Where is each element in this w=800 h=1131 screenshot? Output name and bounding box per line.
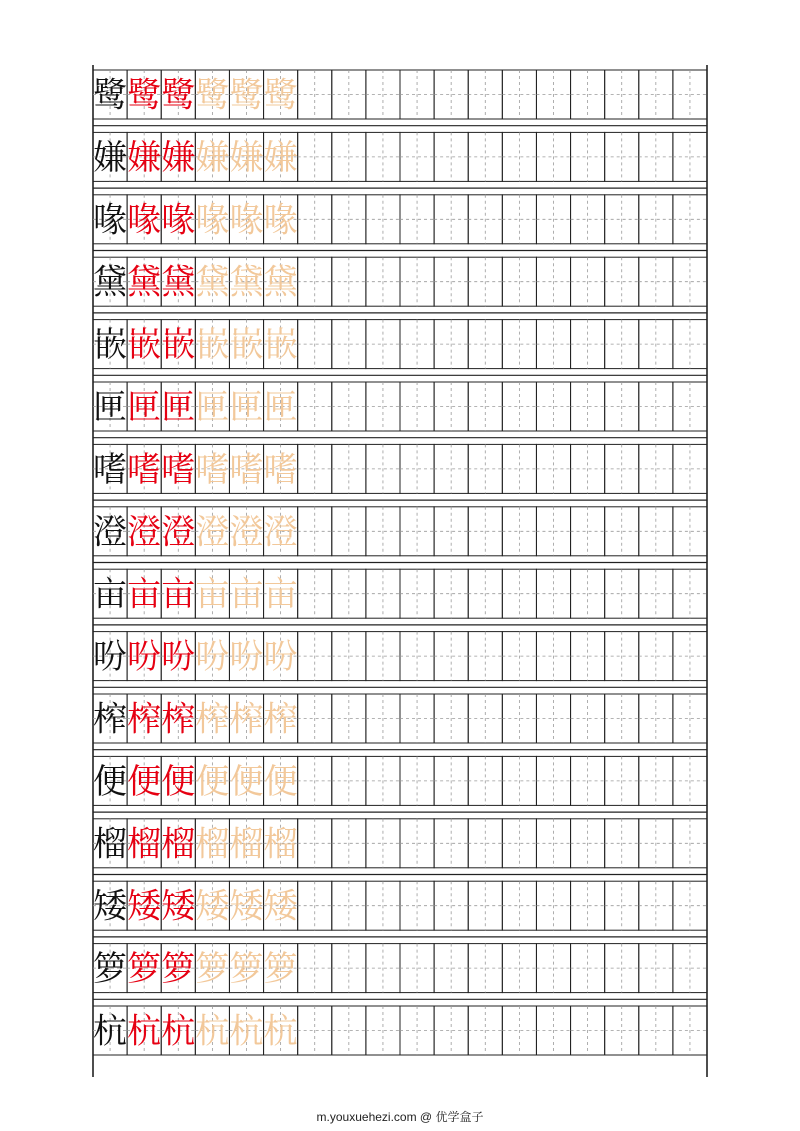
practice-row [93,625,707,681]
trace-character: 吩 [263,637,298,678]
model-character: 箩 [93,949,128,990]
model-character: 矮 [93,886,128,927]
model-character: 黛 [93,262,128,303]
model-character: 杭 [93,1011,128,1052]
trace-character: 榨 [195,699,230,740]
red-copy-character: 嗜 [161,449,196,490]
red-copy-character: 箩 [161,949,196,990]
practice-row [93,563,707,619]
practice-row [93,875,707,931]
red-copy-character: 黛 [127,262,162,303]
red-copy-character: 黛 [161,262,196,303]
trace-character: 榨 [229,699,264,740]
trace-character: 杭 [263,1011,298,1052]
trace-character: 喙 [263,200,298,241]
practice-row [93,687,707,743]
trace-character: 嵌 [263,325,298,366]
red-copy-character: 矮 [127,886,162,927]
red-copy-character: 澄 [127,512,162,553]
practice-row [93,188,707,244]
trace-character: 箩 [195,949,230,990]
trace-character: 榴 [229,824,264,865]
trace-character: 嫌 [263,137,298,178]
practice-row [93,750,707,806]
model-character: 亩 [93,574,128,615]
trace-character: 嫌 [195,137,230,178]
trace-character: 嫌 [229,137,264,178]
practice-row [93,937,707,993]
trace-character: 榴 [195,824,230,865]
model-character: 鹭 [93,75,128,116]
trace-character: 吩 [195,637,230,678]
trace-character: 嵌 [229,325,264,366]
red-copy-character: 吩 [161,637,196,678]
model-character: 吩 [93,637,128,678]
red-copy-character: 匣 [161,387,196,428]
practice-row [93,500,707,556]
trace-character: 吩 [229,637,264,678]
model-character: 嫌 [93,137,128,178]
trace-character: 匣 [263,387,298,428]
red-copy-character: 鹭 [161,75,196,116]
trace-character: 匣 [229,387,264,428]
footer-watermark: m.youxuehezi.com @ 优学盒子 [316,1110,484,1124]
trace-character: 便 [229,761,264,802]
practice-row [93,375,707,431]
trace-character: 杭 [229,1011,264,1052]
model-character: 便 [93,761,128,802]
red-copy-character: 喙 [127,200,162,241]
red-copy-character: 箩 [127,949,162,990]
red-copy-character: 鹭 [127,75,162,116]
trace-character: 矮 [229,886,264,927]
trace-character: 澄 [229,512,264,553]
model-character: 榨 [93,699,128,740]
red-copy-character: 嫌 [127,137,162,178]
trace-character: 嵌 [195,325,230,366]
trace-character: 箩 [229,949,264,990]
red-copy-character: 嫌 [161,137,196,178]
red-copy-character: 嵌 [127,325,162,366]
red-copy-character: 亩 [161,574,196,615]
trace-character: 便 [195,761,230,802]
trace-character: 澄 [195,512,230,553]
trace-character: 亩 [195,574,230,615]
model-character: 澄 [93,512,128,553]
red-copy-character: 榴 [161,824,196,865]
red-copy-character: 杭 [127,1011,162,1052]
trace-character: 箩 [263,949,298,990]
practice-row [93,251,707,307]
trace-character: 矮 [195,886,230,927]
practice-row [93,70,707,119]
trace-character: 黛 [263,262,298,303]
trace-character: 矮 [263,886,298,927]
practice-row [93,126,707,182]
model-character: 嵌 [93,325,128,366]
trace-character: 鹭 [263,75,298,116]
trace-character: 亩 [229,574,264,615]
red-copy-character: 便 [161,761,196,802]
model-character: 嗜 [93,449,128,490]
practice-row [93,313,707,369]
red-copy-character: 杭 [161,1011,196,1052]
red-copy-character: 嵌 [161,325,196,366]
practice-row [93,812,707,868]
trace-character: 嗜 [195,449,230,490]
red-copy-character: 吩 [127,637,162,678]
red-copy-character: 榴 [127,824,162,865]
model-character: 匣 [93,387,128,428]
trace-character: 鹭 [229,75,264,116]
trace-character: 澄 [263,512,298,553]
practice-row [93,999,707,1055]
red-copy-character: 澄 [161,512,196,553]
trace-character: 杭 [195,1011,230,1052]
model-character: 榴 [93,824,128,865]
trace-character: 亩 [263,574,298,615]
trace-character: 喙 [195,200,230,241]
trace-character: 黛 [195,262,230,303]
trace-character: 榴 [263,824,298,865]
red-copy-character: 亩 [127,574,162,615]
red-copy-character: 便 [127,761,162,802]
trace-character: 嗜 [263,449,298,490]
trace-character: 便 [263,761,298,802]
red-copy-character: 矮 [161,886,196,927]
practice-row [93,438,707,494]
red-copy-character: 喙 [161,200,196,241]
red-copy-character: 榨 [127,699,162,740]
red-copy-character: 匣 [127,387,162,428]
trace-character: 鹭 [195,75,230,116]
red-copy-character: 嗜 [127,449,162,490]
model-character: 喙 [93,200,128,241]
red-copy-character: 榨 [161,699,196,740]
trace-character: 喙 [229,200,264,241]
trace-character: 匣 [195,387,230,428]
trace-character: 黛 [229,262,264,303]
trace-character: 嗜 [229,449,264,490]
trace-character: 榨 [263,699,298,740]
